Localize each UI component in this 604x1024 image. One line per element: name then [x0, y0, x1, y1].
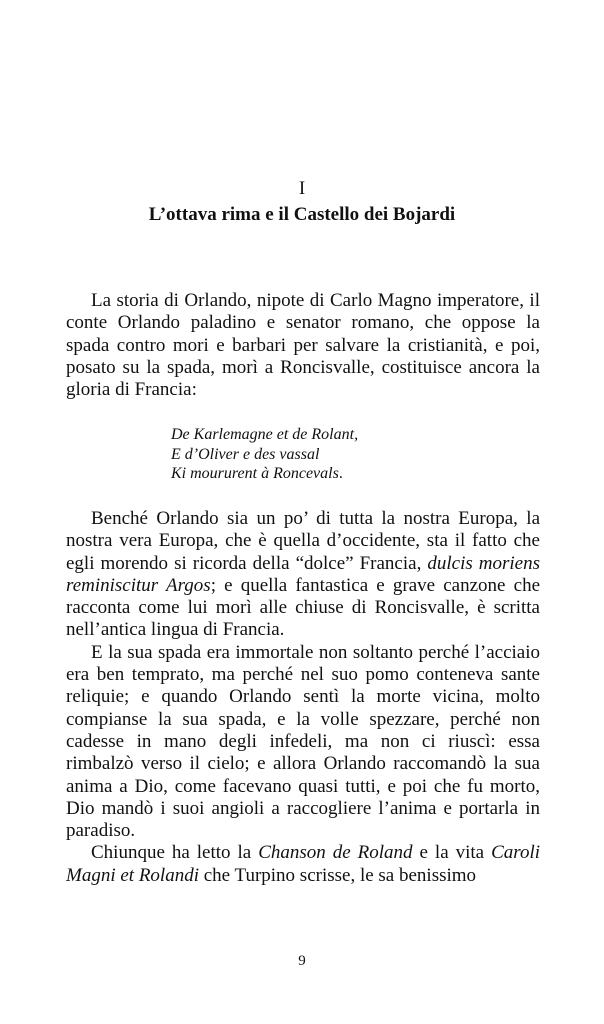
- verse-quote: [171, 425, 358, 484]
- chapter-title: L’ottava rima e il Castello dei Bojardi: [148, 204, 456, 225]
- verse-line: E d’Oliver e des vassal: [171, 445, 320, 463]
- paragraph: E la sua spada era immortale non soltanto perché l’acciaio era ben temprato, ma perché nel suo pomo conteneva sante reliquie; e quando Orlando sentì la morte vicina, molto compianse la sua spada, e la volle spezzare, perché non cadesse in mano degli infedeli, ma non ci riuscì: essa rimbalzò verso il cielo; e allora Orlando raccomandò la sua anima a Dio, come facevano quasi tutti, e poi che fu morto, Dio mandò i suoi angioli a raccogliere l’anima e portarla in paradiso.: [66, 641, 540, 842]
- main-text-block: [66, 508, 540, 887]
- paragraph: [66, 842, 540, 887]
- paragraph-text: e la vita: [412, 842, 492, 864]
- paragraph: La storia di Orlando, nipote di Carlo Magno imperatore, il conte Orlando paladino e senator romano, che oppose la spada contro mori e barbari per salvare la cristianità, e poi, posato su la spada, morì a Roncisvalle, costituisce ancora la gloria di Francia:: [66, 290, 540, 401]
- verse-line: [171, 464, 358, 484]
- paragraph-text: Benché Orlando sia un po’ di tutta la nostra Europa, la nostra vera Europa, che è quella d’occidente, sta il fatto che egli morendo si ricorda della “dolce” Francia,: [66, 508, 540, 574]
- latin-quote: dulcis moriens reminiscitur Argos: [66, 552, 540, 596]
- verse-line-text: Ki moururent à Roncevals: [171, 465, 339, 482]
- chapter-number: I: [298, 178, 306, 199]
- paragraph-text: Chiunque ha letto la: [91, 842, 259, 864]
- work-title: Chanson de Roland: [258, 842, 413, 864]
- paragraph-text: che Turpino scrisse, le sa benissimo: [198, 864, 477, 886]
- work-title: Caroli Magni et Rolandi: [66, 842, 540, 886]
- paragraph-text: ; e quella fantastica e grave canzone che racconta come lui morì alle chiuse di Roncisvalle, è scritta nell’antica lingua di Francia.: [66, 574, 541, 641]
- verse-line-period: .: [338, 465, 343, 482]
- page-number: 9: [298, 953, 306, 969]
- intro-text-block: [66, 290, 540, 401]
- verse-line: De Karlemagne et de Rolant,: [171, 426, 359, 443]
- paragraph: [66, 508, 540, 642]
